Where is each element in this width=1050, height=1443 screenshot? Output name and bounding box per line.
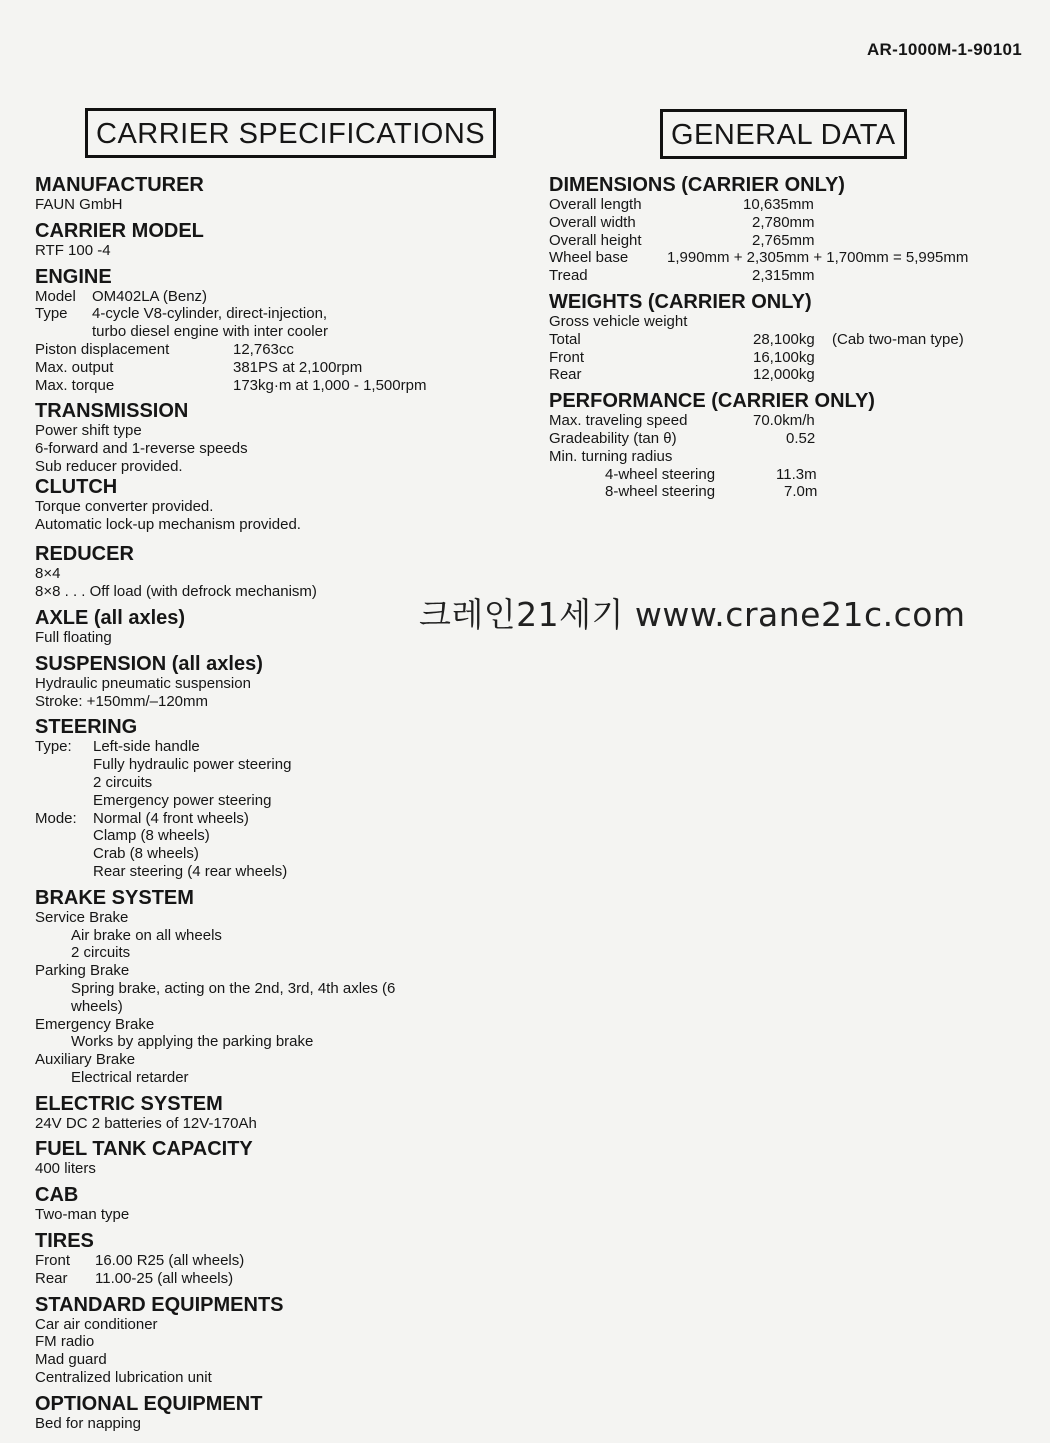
overall-height-value: 2,765mm <box>752 231 815 249</box>
gradeability-value: 0.52 <box>786 429 816 447</box>
clutch-line: Torque converter provided. <box>35 497 214 515</box>
document-code: AR-1000M-1-90101 <box>866 40 1022 59</box>
steering-mode-line: Rear steering (4 rear wheels) <box>93 862 288 880</box>
engine-type-label: Type <box>35 305 68 323</box>
overall-height-label: Overall height <box>549 231 642 249</box>
transmission-line: 6-forward and 1-reverse speeds <box>35 440 248 458</box>
cab-line: Two-man type <box>35 1206 130 1224</box>
carrier-model-heading: CARRIER MODEL <box>35 219 204 242</box>
auxiliary-brake-line: Electrical retarder <box>71 1068 189 1086</box>
steering-type-line: Fully hydraulic power steering <box>93 756 292 774</box>
eight-wheel-steering-label: 8-wheel steering <box>605 483 716 501</box>
manufacturer-heading: MANUFACTURER <box>35 174 204 196</box>
suspension-line: Hydraulic pneumatic suspension <box>35 674 251 692</box>
four-wheel-steering-value: 11.3m <box>776 465 817 483</box>
weight-total-note: (Cab two-man type) <box>832 330 964 348</box>
max-speed-label: Max. traveling speed <box>549 412 688 430</box>
reducer-line: 8×4 <box>35 565 61 583</box>
weight-front-label: Front <box>549 348 585 366</box>
steering-mode-line: Crab (8 wheels) <box>93 845 199 863</box>
weight-total-value: 28,100kg <box>753 330 815 348</box>
weight-rear-row <box>549 366 1019 384</box>
eight-wheel-steering-row <box>549 483 1019 501</box>
axle-line: Full floating <box>35 628 112 646</box>
suspension-heading: SUSPENSION (all axles) <box>35 652 263 675</box>
transmission-heading: TRANSMISSION <box>35 400 189 423</box>
weight-total-row <box>549 331 1019 349</box>
wheel-base-row <box>549 249 1019 267</box>
carrier-specifications-column <box>35 174 455 1433</box>
eight-wheel-steering-value: 7.0m <box>784 483 818 501</box>
overall-width-row <box>549 214 1019 232</box>
weight-rear-value: 12,000kg <box>753 366 815 384</box>
tires-front-value: 16.00 R25 (all wheels) <box>95 1252 245 1270</box>
wheel-base-value: 1,990mm + 2,305mm + 1,700mm = 5,995mm <box>667 249 969 267</box>
emergency-brake-line: Works by applying the parking brake <box>71 1033 314 1051</box>
four-wheel-steering-row <box>549 466 1019 484</box>
engine-displacement-label: Piston displacement <box>35 340 170 358</box>
service-brake-line: 2 circuits <box>71 944 131 962</box>
wheel-base-label: Wheel base <box>549 249 629 267</box>
turning-radius-label: Min. turning radius <box>549 447 673 465</box>
steering-type-label: Type: <box>35 738 72 756</box>
steering-heading: STEERING <box>35 716 138 739</box>
standard-equipment-item: Car air conditioner <box>35 1315 158 1333</box>
standard-equipment-item: Mad guard <box>35 1351 107 1369</box>
weight-front-row <box>549 349 1019 367</box>
tread-value: 2,315mm <box>752 267 815 285</box>
steering-type-line: 2 circuits <box>93 773 153 791</box>
standard-equipment-item: FM radio <box>35 1333 95 1351</box>
performance-heading: PERFORMANCE (CARRIER ONLY) <box>549 390 875 413</box>
engine-displacement-row <box>35 341 455 359</box>
overall-height-row <box>549 232 1019 250</box>
tread-label: Tread <box>549 267 588 285</box>
service-brake-line: Air brake on all wheels <box>71 926 222 944</box>
dimensions-heading: DIMENSIONS (CARRIER ONLY) <box>549 174 845 196</box>
general-data-column <box>549 174 1019 501</box>
steering-mode-line: Clamp (8 wheels) <box>93 827 210 845</box>
watermark-text: 크레인21세기 www.crane21c.com <box>419 595 966 634</box>
carrier-specifications-title: CARRIER SPECIFICATIONS <box>85 108 496 158</box>
weight-front-value: 16,100kg <box>753 348 815 366</box>
engine-displacement-value: 12,763cc <box>233 340 294 358</box>
gross-vehicle-weight-label: Gross vehicle weight <box>549 312 688 330</box>
brake-system-heading: BRAKE SYSTEM <box>35 886 194 909</box>
tires-rear-value: 11.00-25 (all wheels) <box>95 1269 234 1287</box>
tires-heading: TIRES <box>35 1230 94 1253</box>
overall-length-row <box>549 196 1019 214</box>
weight-rear-label: Rear <box>549 366 582 384</box>
engine-torque-label: Max. torque <box>35 376 115 394</box>
steering-mode-label: Mode: <box>35 809 77 827</box>
overall-width-label: Overall width <box>549 213 636 231</box>
engine-torque-row <box>35 377 455 395</box>
reducer-line: 8×8 . . . Off load (with defrock mechanism) <box>35 583 317 601</box>
standard-equipments-heading: STANDARD EQUIPMENTS <box>35 1293 284 1316</box>
standard-equipment-item: Centralized lubrication unit <box>35 1369 212 1387</box>
emergency-brake-label: Emergency Brake <box>35 1015 155 1033</box>
general-data-title: GENERAL DATA <box>660 109 907 159</box>
steering-type-line: Emergency power steering <box>93 791 272 809</box>
four-wheel-steering-label: 4-wheel steering <box>605 465 716 483</box>
electric-system-heading: ELECTRIC SYSTEM <box>35 1092 223 1115</box>
engine-heading: ENGINE <box>35 265 112 288</box>
overall-length-value: 10,635mm <box>743 196 814 213</box>
transmission-line: Power shift type <box>35 422 142 440</box>
fuel-tank-line: 400 liters <box>35 1160 96 1178</box>
max-speed-row <box>549 412 1019 430</box>
engine-model-value: OM402LA (Benz) <box>92 287 208 305</box>
electric-system-line: 24V DC 2 batteries of 12V-170Ah <box>35 1114 257 1132</box>
clutch-line: Automatic lock-up mechanism provided. <box>35 515 301 533</box>
weight-total-label: Total <box>549 330 581 348</box>
steering-mode-line: Normal (4 front wheels) <box>93 809 249 827</box>
fuel-tank-heading: FUEL TANK CAPACITY <box>35 1138 253 1161</box>
tires-front-row <box>35 1252 455 1270</box>
tires-front-label: Front <box>35 1252 71 1270</box>
engine-output-label: Max. output <box>35 358 114 376</box>
optional-equipment-item: Bed for napping <box>35 1414 141 1432</box>
optional-equipment-heading: OPTIONAL EQUIPMENT <box>35 1392 263 1415</box>
engine-model-label: Model <box>35 287 76 305</box>
engine-type-line1: 4-cycle V8-cylinder, direct-injection, <box>92 305 328 323</box>
reducer-heading: REDUCER <box>35 543 134 566</box>
parking-brake-label: Parking Brake <box>35 962 130 980</box>
overall-width-value: 2,780mm <box>752 213 815 231</box>
steering-mode-row <box>35 810 455 828</box>
engine-output-row <box>35 359 455 377</box>
engine-model-row <box>35 288 455 306</box>
max-speed-value: 70.0km/h <box>753 412 815 430</box>
steering-type-line: Left-side handle <box>93 738 200 756</box>
overall-length-label: Overall length <box>549 196 642 213</box>
gradeability-row <box>549 430 1019 448</box>
cab-heading: CAB <box>35 1184 79 1207</box>
weights-heading: WEIGHTS (CARRIER ONLY) <box>549 290 812 313</box>
tires-rear-label: Rear <box>35 1269 68 1287</box>
engine-type-line2: turbo diesel engine with inter cooler <box>92 323 328 341</box>
tread-row <box>549 267 1019 285</box>
suspension-line: Stroke: +150mm/–120mm <box>35 692 208 710</box>
gradeability-label: Gradeability (tan θ) <box>549 429 677 447</box>
clutch-heading: CLUTCH <box>35 475 118 498</box>
carrier-model-value: RTF 100 -4 <box>35 241 111 259</box>
engine-torque-value: 173kg·m at 1,000 - 1,500rpm <box>233 376 427 394</box>
auxiliary-brake-label: Auxiliary Brake <box>35 1051 136 1069</box>
steering-type-row <box>35 738 455 756</box>
parking-brake-line: Spring brake, acting on the 2nd, 3rd, 4th axles (6 wheels) <box>71 979 396 1015</box>
engine-output-value: 381PS at 2,100rpm <box>233 358 363 376</box>
axle-heading: AXLE (all axles) <box>35 606 186 629</box>
engine-type-row <box>35 305 455 323</box>
tires-rear-row <box>35 1270 455 1288</box>
manufacturer-value: FAUN GmbH <box>35 196 123 213</box>
service-brake-label: Service Brake <box>35 908 129 926</box>
transmission-line: Sub reducer provided. <box>35 457 183 475</box>
